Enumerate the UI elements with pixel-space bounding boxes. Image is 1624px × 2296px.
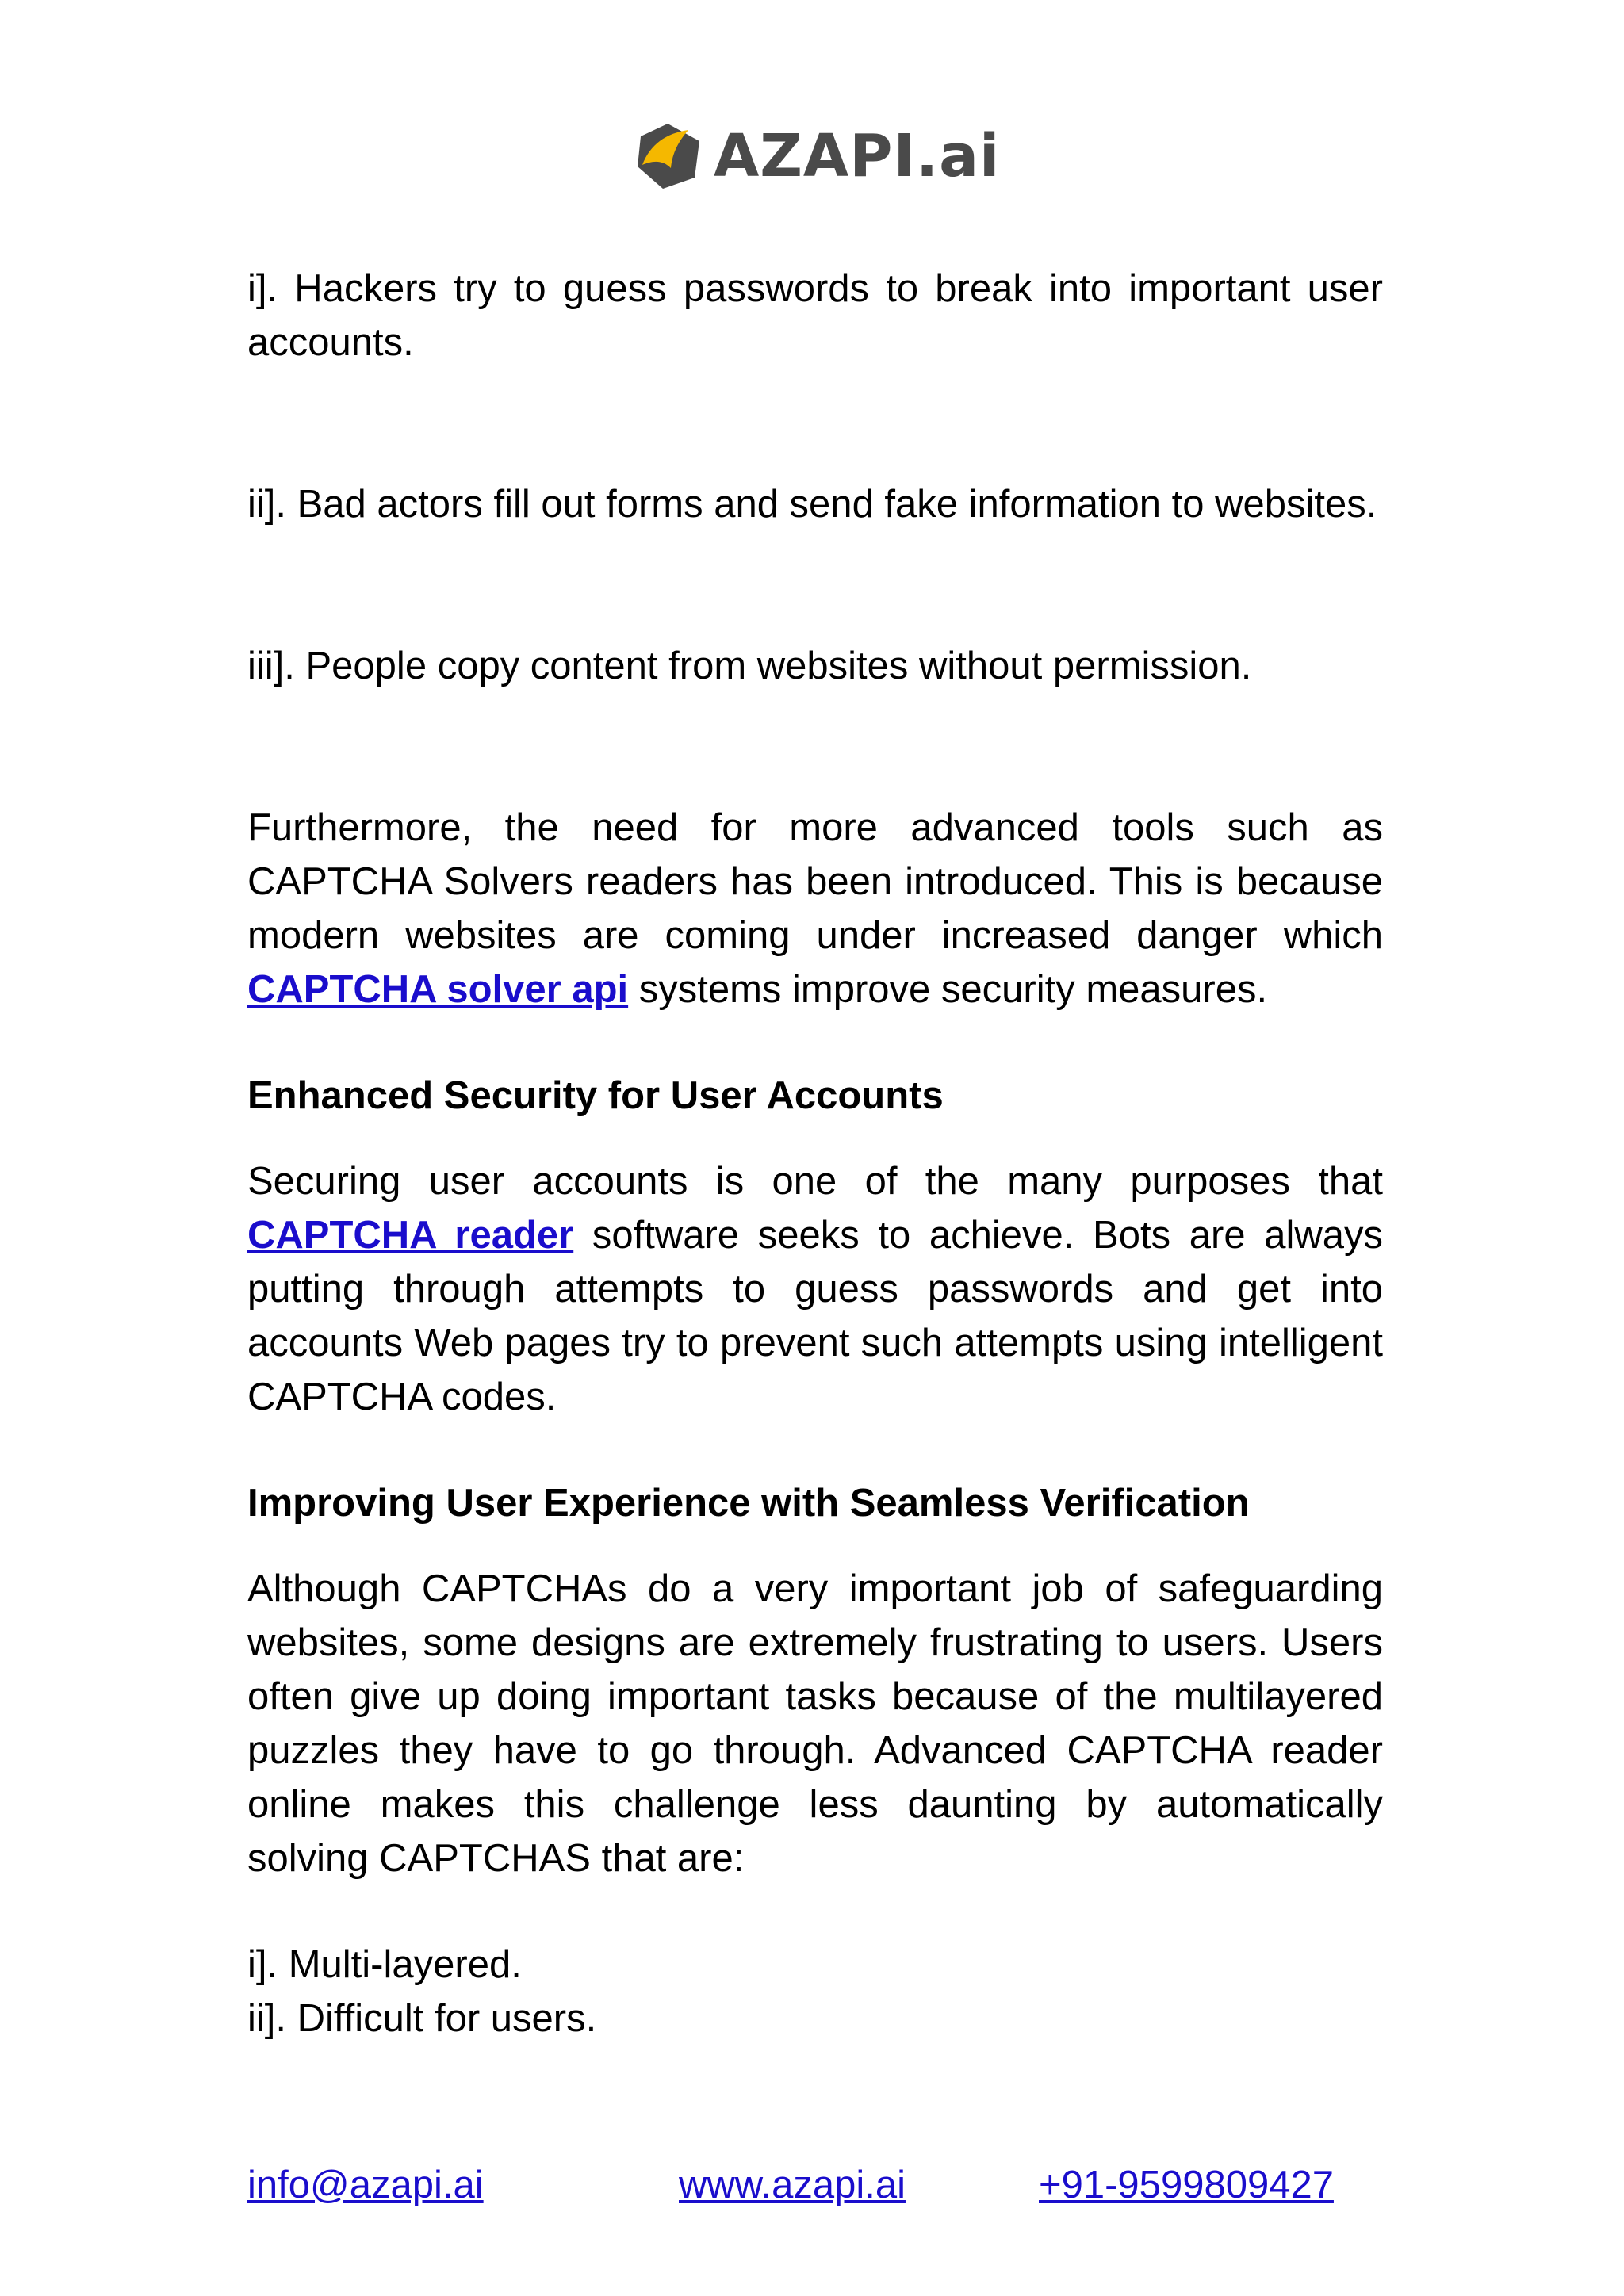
list-item: i]. Multi-layered. xyxy=(247,1943,522,1986)
list-item: i]. Hackers try to guess passwords to break into important user accounts. xyxy=(247,267,1383,364)
email-link[interactable]: info@azapi.ai xyxy=(247,2164,484,2206)
captcha-solver-api-link[interactable]: CAPTCHA solver api xyxy=(247,968,629,1011)
paragraph-text: Securing user accounts is one of the many purposes that xyxy=(247,1160,1383,1203)
paragraph: Although CAPTCHAs do a very important job of safeguarding websites, some designs are extremely frustrating to users. Users often give up doing important tasks because of the multilayered puzzles they have to go through. Advanced CAPTCHA reader online makes this challenge less daunting by automatically solving CAPTCHAS that are: xyxy=(247,1567,1383,1880)
paragraph-text: Furthermore, the need for more advanced tools such as CAPTCHA Solvers readers has been introduced. This is because modern websites are coming under increased danger which xyxy=(247,806,1383,957)
azapi-logo-icon xyxy=(631,121,704,192)
paragraph-text: systems improve security measures. xyxy=(628,968,1268,1011)
paragraph xyxy=(247,1154,1383,1424)
footer xyxy=(247,2158,1383,2212)
paragraph-text: software seeks to achieve. Bots are always putting through attempts to guess passwords and get into accounts Web pages try to prevent such attempts using intelligent CAPTCHA codes. xyxy=(247,1214,1384,1418)
section-heading: Enhanced Security for User Accounts xyxy=(247,1074,944,1117)
list-item: ii]. Bad actors fill out forms and send fake information to websites. xyxy=(247,483,1377,526)
document-body xyxy=(247,262,1383,2045)
section-heading: Improving User Experience with Seamless Verification xyxy=(247,1482,1250,1525)
azapi-logo xyxy=(631,121,1000,192)
paragraph xyxy=(247,801,1383,1016)
logo-text: AZAPI.ai xyxy=(714,122,1001,190)
list-item: iii]. People copy content from websites without permission. xyxy=(247,645,1252,687)
website-link[interactable]: www.azapi.ai xyxy=(679,2164,906,2206)
phone-link[interactable]: +91-9599809427 xyxy=(1039,2164,1334,2206)
captcha-reader-link[interactable]: CAPTCHA reader xyxy=(247,1214,574,1257)
list-item: ii]. Difficult for users. xyxy=(247,1997,597,2040)
